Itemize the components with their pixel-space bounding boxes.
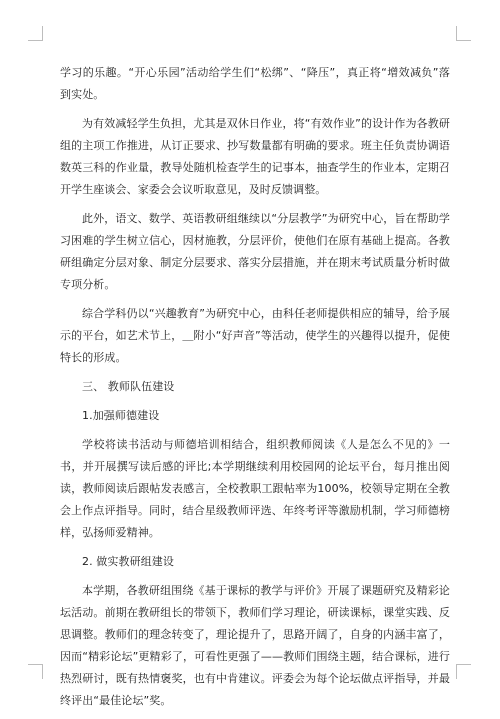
crop-mark-bottom-left bbox=[28, 664, 43, 679]
paragraph-homework: 为有效减轻学生负担，尤其是双休日作业，将“有效作业”的设计作为各教研组的主项工作推进，从订正要求、抄写数量都有明确的要求。班主任负责协调语数英三科的作业量，教导处随机检查学生的记事本，抽查学生的作业本，定期召开学生座谈会、家委会会议听取意见，及时反馈调整。 bbox=[60, 117, 450, 196]
paragraph-research-groups: 本学期，各教研组围绕《基于课标的教学与评价》开展了课题研究及精彩论坛活动。前期在教研组长的带领下，教师们学习理论，研读课标，课堂实践、反思调整。教师们的理念转变了，理论提升了，思路开阔了，自身的内涵丰富了，因而“精彩论坛”更精彩了，可看性更强了——教师们围绕主题，结合课标，进行热烈研讨，既有热情褒奖，也有中肯建议。评委会为每个论坛做点评指导，并最终评出“最佳论坛”奖。 bbox=[60, 584, 450, 707]
subsection-heading-1: 1.加强师德建设 bbox=[82, 409, 160, 422]
subsection-heading-2: 2. 做实教研组建设 bbox=[82, 555, 174, 568]
section-heading: 三、 教师队伍建设 bbox=[82, 380, 175, 393]
continued-paragraph: 学习的乐趣。“开心乐园”活动给学生们“松绑”、“降压”，真正将“增效减负”落到实处。 bbox=[60, 66, 450, 101]
document-body bbox=[60, 62, 450, 719]
paragraph-teacher-ethics: 学校将读书活动与师德培训相结合，组织教师阅读《人是怎么不见的》一书，并开展撰写读后感的评比;本学期继续利用校园网的论坛平台，每月推出阅读，教师阅读后跟帖发表感言，全校教职工跟帖率为100%，校领导定期在全教会上作点评指导。同时，结合星级教师评选、年终考评等激励机制，学习师德榜样，弘扬师爱精神。 bbox=[60, 438, 450, 539]
crop-mark-top-right bbox=[456, 26, 471, 41]
crop-mark-bottom-right bbox=[456, 664, 471, 679]
paragraph-interest-education: 综合学科仍以“兴趣教育”为研究中心，由科任老师提供相应的辅导，给予展示的平台，如艺术节上，＿附小“好声音”等活动，使学生的兴趣得以提升，促使特长的形成。 bbox=[60, 307, 450, 364]
paragraph-layered-teaching: 此外，语文、数学、英语教研组继续以“分层教学”为研究中心，旨在帮助学习困难的学生树立信心，因材施教，分层评价，使他们在原有基础上提高。各教研组确定分层对象、制定分层要求、落实分层措施，并在期末考试质量分析时做专项分析。 bbox=[60, 212, 450, 291]
crop-mark-top-left bbox=[28, 26, 43, 41]
